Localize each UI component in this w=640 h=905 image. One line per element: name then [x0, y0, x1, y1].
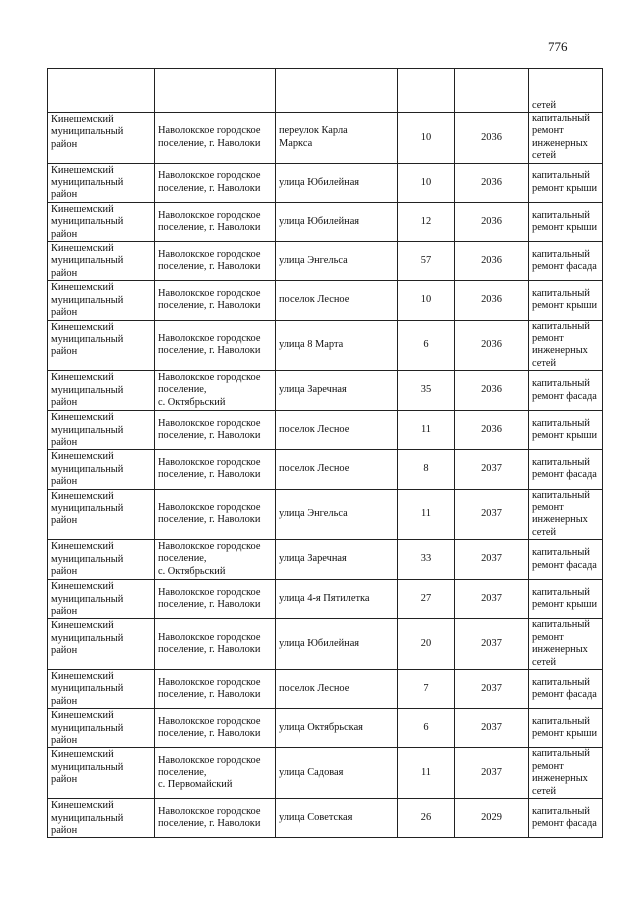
cell-district: Кинешемский муниципальный район: [48, 163, 155, 202]
cell-district: Кинешемский муниципальный район: [48, 748, 155, 799]
cell-work-type: капитальный ремонт фасада: [529, 670, 603, 709]
table-row: [48, 242, 603, 281]
cell-year: 2037: [455, 489, 529, 540]
cell-house-number: 35: [398, 371, 455, 411]
table-row: [48, 619, 603, 670]
cell-settlement: Наволокское городское поселение, г. Наволоки: [155, 580, 276, 619]
cell-street: поселок Лесное: [276, 670, 398, 709]
table-row: [48, 489, 603, 540]
cell-house-number: 11: [398, 748, 455, 799]
cell-settlement: [155, 69, 276, 113]
cell-district: Кинешемский муниципальный район: [48, 580, 155, 619]
cell-district: [48, 69, 155, 113]
cell-year: 2037: [455, 670, 529, 709]
cell-year: 2037: [455, 748, 529, 799]
cell-street: улица Энгельса: [276, 489, 398, 540]
cell-work-type: капитальный ремонт крыши: [529, 580, 603, 619]
cell-street: улица Заречная: [276, 540, 398, 580]
table-row: [48, 113, 603, 164]
cell-settlement: Наволокское городское поселение, с. Октябрьский: [155, 540, 276, 580]
table-row: [48, 281, 603, 320]
cell-district: Кинешемский муниципальный район: [48, 371, 155, 411]
cell-street: улица Заречная: [276, 371, 398, 411]
cell-district: Кинешемский муниципальный район: [48, 113, 155, 164]
cell-work-type: капитальный ремонт фасада: [529, 242, 603, 281]
cell-street: улица Юбилейная: [276, 202, 398, 241]
cell-house-number: 20: [398, 619, 455, 670]
cell-settlement: Наволокское городское поселение, г. Наволоки: [155, 202, 276, 241]
cell-street: поселок Лесное: [276, 281, 398, 320]
cell-work-type: капитальный ремонт инженерных сетей: [529, 748, 603, 799]
cell-work-type: капитальный ремонт фасада: [529, 450, 603, 489]
cell-house-number: 12: [398, 202, 455, 241]
cell-work-type: капитальный ремонт крыши: [529, 709, 603, 748]
cell-district: Кинешемский муниципальный район: [48, 320, 155, 371]
cell-street: поселок Лесное: [276, 411, 398, 450]
table-row: [48, 709, 603, 748]
cell-street: поселок Лесное: [276, 450, 398, 489]
cell-year: 2037: [455, 540, 529, 580]
cell-year: [455, 69, 529, 113]
cell-work-type: капитальный ремонт фасада: [529, 799, 603, 838]
cell-street: улица Октябрьская: [276, 709, 398, 748]
table-row: [48, 580, 603, 619]
cell-work-type: капитальный ремонт инженерных сетей: [529, 489, 603, 540]
cell-settlement: Наволокское городское поселение, г. Наволоки: [155, 411, 276, 450]
cell-district: Кинешемский муниципальный район: [48, 709, 155, 748]
housing-repair-table: [47, 68, 603, 838]
table-row: [48, 799, 603, 838]
cell-house-number: 10: [398, 281, 455, 320]
cell-street: улица Юбилейная: [276, 619, 398, 670]
cell-settlement: Наволокское городское поселение, г. Наволоки: [155, 489, 276, 540]
cell-settlement: Наволокское городское поселение, г. Наволоки: [155, 320, 276, 371]
page-number: 776: [548, 39, 568, 54]
cell-settlement: Наволокское городское поселение, с. Первомайский: [155, 748, 276, 799]
cell-year: 2037: [455, 580, 529, 619]
cell-settlement: Наволокское городское поселение, г. Наволоки: [155, 670, 276, 709]
cell-year: 2036: [455, 113, 529, 164]
cell-settlement: Наволокское городское поселение, г. Наволоки: [155, 619, 276, 670]
cell-settlement: Наволокское городское поселение, г. Наволоки: [155, 709, 276, 748]
table-row: [48, 202, 603, 241]
cell-year: 2037: [455, 450, 529, 489]
cell-settlement: Наволокское городское поселение, г. Наволоки: [155, 281, 276, 320]
table-row: [48, 540, 603, 580]
table-row: [48, 320, 603, 371]
table-row: [48, 371, 603, 411]
cell-work-type: капитальный ремонт инженерных сетей: [529, 619, 603, 670]
cell-settlement: Наволокское городское поселение, г. Наволоки: [155, 450, 276, 489]
cell-district: Кинешемский муниципальный район: [48, 489, 155, 540]
cell-settlement: Наволокское городское поселение, г. Наволоки: [155, 113, 276, 164]
cell-house-number: 8: [398, 450, 455, 489]
table-row: [48, 163, 603, 202]
cell-work-type: капитальный ремонт крыши: [529, 281, 603, 320]
cell-house-number: 7: [398, 670, 455, 709]
cell-house-number: 6: [398, 709, 455, 748]
cell-work-type: капитальный ремонт крыши: [529, 202, 603, 241]
cell-settlement: Наволокское городское поселение, г. Наволоки: [155, 242, 276, 281]
cell-house-number: 26: [398, 799, 455, 838]
cell-district: Кинешемский муниципальный район: [48, 619, 155, 670]
cell-year: 2029: [455, 799, 529, 838]
cell-house-number: 6: [398, 320, 455, 371]
cell-district: Кинешемский муниципальный район: [48, 411, 155, 450]
cell-street: переулок Карла Маркса: [276, 113, 398, 164]
cell-year: 2036: [455, 371, 529, 411]
cell-year: 2036: [455, 411, 529, 450]
cell-district: Кинешемский муниципальный район: [48, 202, 155, 241]
cell-settlement: Наволокское городское поселение, г. Наволоки: [155, 163, 276, 202]
cell-house-number: 11: [398, 489, 455, 540]
cell-street: улица Советская: [276, 799, 398, 838]
cell-work-type: капитальный ремонт крыши: [529, 411, 603, 450]
cell-street: [276, 69, 398, 113]
cell-house-number: 10: [398, 163, 455, 202]
cell-work-type: капитальный ремонт фасада: [529, 540, 603, 580]
table-row: [48, 450, 603, 489]
cell-work-type: сетей: [529, 69, 603, 113]
cell-street: улица Юбилейная: [276, 163, 398, 202]
cell-year: 2036: [455, 202, 529, 241]
cell-house-number: 10: [398, 113, 455, 164]
cell-year: 2036: [455, 281, 529, 320]
table-row-continuation: [48, 69, 603, 113]
cell-street: улица Садовая: [276, 748, 398, 799]
cell-year: 2036: [455, 320, 529, 371]
cell-street: улица 4-я Пятилетка: [276, 580, 398, 619]
cell-work-type: капитальный ремонт фасада: [529, 371, 603, 411]
cell-work-type: капитальный ремонт инженерных сетей: [529, 113, 603, 164]
cell-year: 2037: [455, 709, 529, 748]
cell-district: Кинешемский муниципальный район: [48, 799, 155, 838]
cell-work-type: капитальный ремонт инженерных сетей: [529, 320, 603, 371]
table-row: [48, 411, 603, 450]
cell-house-number: 27: [398, 580, 455, 619]
cell-settlement: Наволокское городское поселение, г. Наволоки: [155, 799, 276, 838]
table-row: [48, 748, 603, 799]
cell-year: 2036: [455, 163, 529, 202]
cell-house-number: [398, 69, 455, 113]
cell-district: Кинешемский муниципальный район: [48, 540, 155, 580]
cell-house-number: 57: [398, 242, 455, 281]
cell-district: Кинешемский муниципальный район: [48, 450, 155, 489]
cell-house-number: 33: [398, 540, 455, 580]
cell-year: 2036: [455, 242, 529, 281]
cell-district: Кинешемский муниципальный район: [48, 281, 155, 320]
cell-year: 2037: [455, 619, 529, 670]
cell-district: Кинешемский муниципальный район: [48, 242, 155, 281]
cell-work-type: капитальный ремонт крыши: [529, 163, 603, 202]
cell-street: улица Энгельса: [276, 242, 398, 281]
cell-district: Кинешемский муниципальный район: [48, 670, 155, 709]
table-row: [48, 670, 603, 709]
cell-house-number: 11: [398, 411, 455, 450]
cell-street: улица 8 Марта: [276, 320, 398, 371]
cell-settlement: Наволокское городское поселение, с. Октябрьский: [155, 371, 276, 411]
